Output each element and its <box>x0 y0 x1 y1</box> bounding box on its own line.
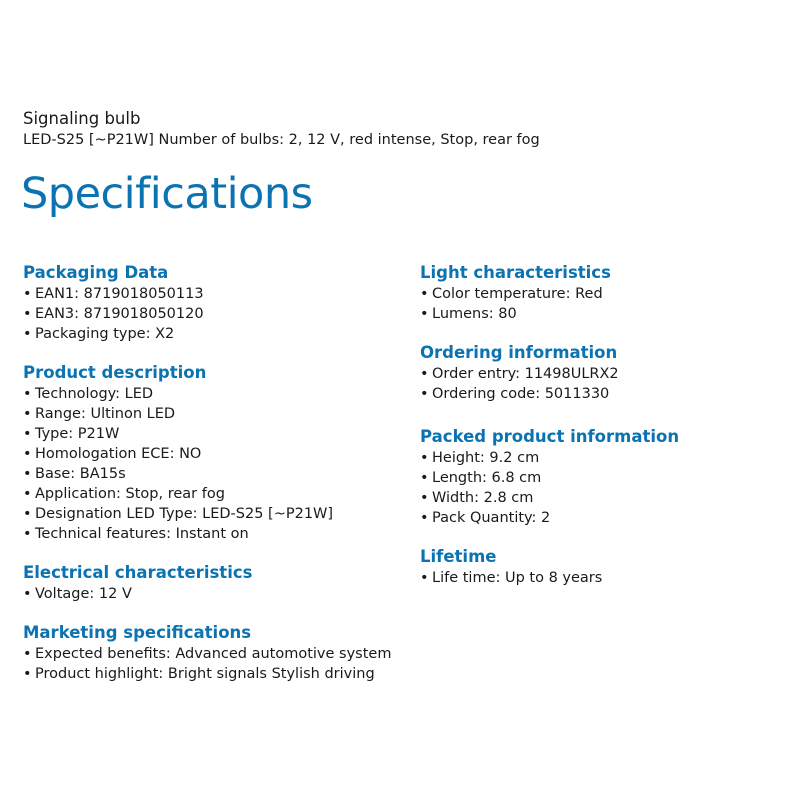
spec-text: Pack Quantity: 2 <box>432 510 551 526</box>
spec-text: Packaging type: X2 <box>35 326 175 342</box>
spec-item <box>23 444 333 464</box>
spec-text: Application: Stop, rear fog <box>35 486 225 502</box>
spec-text: Base: BA15s <box>35 466 126 482</box>
spec-item <box>23 584 252 604</box>
bullet-icon: • <box>23 326 32 342</box>
bullet-icon: • <box>420 306 429 322</box>
spec-text: Product highlight: Bright signals Stylish driving <box>35 666 375 682</box>
bullet-icon: • <box>23 646 32 662</box>
spec-text: Order entry: 11498ULRX2 <box>432 366 619 382</box>
spec-item <box>420 364 619 384</box>
spec-item <box>23 384 333 404</box>
section-title: Marketing specifications <box>23 623 252 642</box>
spec-item <box>420 284 611 304</box>
spec-item <box>420 384 619 404</box>
spec-text: Color temperature: Red <box>432 286 603 302</box>
spec-text: Technical features: Instant on <box>35 526 249 542</box>
bullet-icon: • <box>23 506 32 522</box>
page-title: Specifications <box>21 169 313 219</box>
spec-item <box>23 664 391 684</box>
spec-text: Lumens: 80 <box>432 306 517 322</box>
spec-list <box>23 384 333 544</box>
section-title: Light characteristics <box>420 263 611 282</box>
section-title: Product description <box>23 363 207 382</box>
spec-item <box>23 424 333 444</box>
section-title: Packaging Data <box>23 263 169 282</box>
bullet-icon: • <box>23 386 32 402</box>
bullet-icon: • <box>420 366 429 382</box>
spec-list <box>420 568 602 588</box>
spec-text: Height: 9.2 cm <box>432 450 540 466</box>
spec-text: EAN3: 8719018050120 <box>35 306 204 322</box>
spec-list <box>420 284 611 324</box>
section-title: Electrical characteristics <box>23 563 253 582</box>
bullet-icon: • <box>23 586 32 602</box>
bullet-icon: • <box>23 286 32 302</box>
spec-item <box>23 464 333 484</box>
section-electrical-characteristics <box>23 562 252 604</box>
spec-item <box>420 448 679 468</box>
spec-text: Designation LED Type: LED-S25 [~P21W] <box>35 506 334 522</box>
section-lifetime <box>420 546 602 588</box>
bullet-icon: • <box>420 570 429 586</box>
section-packed-product-information <box>420 426 679 528</box>
spec-list <box>23 584 252 604</box>
spec-item <box>23 324 204 344</box>
bullet-icon: • <box>23 306 32 322</box>
spec-text: Voltage: 12 V <box>35 586 132 602</box>
spec-item <box>23 404 333 424</box>
spec-text: EAN1: 8719018050113 <box>35 286 204 302</box>
spec-text: Length: 6.8 cm <box>432 470 542 486</box>
bullet-icon: • <box>420 450 429 466</box>
spec-text: Expected benefits: Advanced automotive system <box>35 646 392 662</box>
spec-item <box>420 568 602 588</box>
spec-item <box>23 504 333 524</box>
bullet-icon: • <box>23 486 32 502</box>
spec-text: Technology: LED <box>35 386 154 402</box>
section-title: Packed product information <box>420 427 680 446</box>
spec-item <box>420 468 679 488</box>
bullet-icon: • <box>420 386 429 402</box>
spec-list <box>420 448 679 528</box>
bullet-icon: • <box>23 446 32 462</box>
spec-text: Life time: Up to 8 years <box>432 570 603 586</box>
spec-list <box>23 284 204 344</box>
section-marketing-specifications <box>23 622 391 684</box>
bullet-icon: • <box>420 490 429 506</box>
bullet-icon: • <box>420 510 429 526</box>
section-packaging-data <box>23 262 204 344</box>
product-name: Signaling bulb <box>23 109 141 128</box>
spec-text: Ordering code: 5011330 <box>432 386 610 402</box>
spec-text: Width: 2.8 cm <box>432 490 534 506</box>
bullet-icon: • <box>23 466 32 482</box>
spec-item <box>420 304 611 324</box>
bullet-icon: • <box>23 426 32 442</box>
bullet-icon: • <box>23 526 32 542</box>
bullet-icon: • <box>23 666 32 682</box>
section-product-description <box>23 362 333 544</box>
product-description: LED-S25 [~P21W] Number of bulbs: 2, 12 V, red intense, Stop, rear fog <box>23 132 540 148</box>
section-ordering-information <box>420 342 619 404</box>
bullet-icon: • <box>420 470 429 486</box>
bullet-icon: • <box>23 406 32 422</box>
spec-item <box>23 524 333 544</box>
section-title: Lifetime <box>420 547 497 566</box>
spec-list <box>23 644 391 684</box>
spec-item <box>23 484 333 504</box>
section-light-characteristics <box>420 262 611 324</box>
spec-list <box>420 364 619 404</box>
spec-text: Homologation ECE: NO <box>35 446 202 462</box>
spec-text: Type: P21W <box>35 426 120 442</box>
bullet-icon: • <box>420 286 429 302</box>
spec-item <box>23 284 204 304</box>
spec-item <box>23 644 391 664</box>
section-title: Ordering information <box>420 343 618 362</box>
spec-item <box>420 488 679 508</box>
spec-item <box>420 508 679 528</box>
spec-item <box>23 304 204 324</box>
spec-text: Range: Ultinon LED <box>35 406 176 422</box>
product-header <box>23 108 783 150</box>
